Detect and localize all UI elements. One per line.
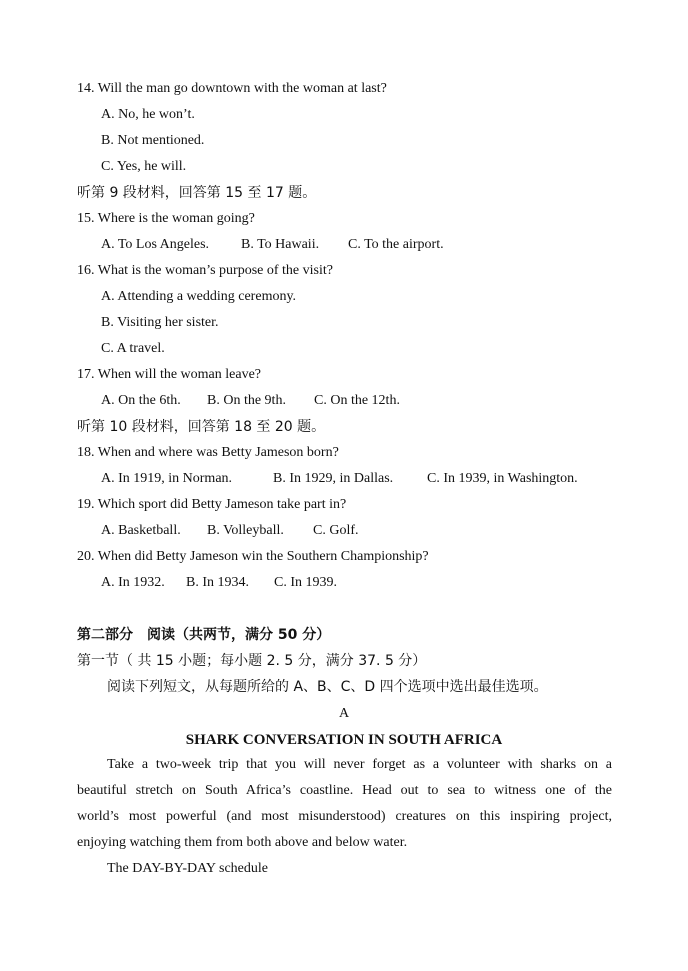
question-16-option-a: A. Attending a wedding ceremony.: [101, 289, 297, 304]
question-18-option-a: A. In 1919, in Norman.: [101, 471, 233, 486]
question-19-option-c: C. Golf.: [313, 523, 359, 538]
schedule-heading: The DAY-BY-DAY schedule: [107, 861, 268, 876]
question-18-option-c: C. In 1939, in Washington.: [427, 471, 578, 486]
question-14-option-b: B. Not mentioned.: [101, 133, 205, 148]
question-15-option-b: B. To Hawaii.: [241, 237, 320, 252]
part-two-title: 第二部分 阅读（共两节，满分 50 分）: [77, 627, 331, 643]
paragraph-line: Take a two-week trip that you will never forget as a volunteer with sharks on a: [107, 757, 612, 772]
reading-instruction: 阅读下列短文，从每题所给的 A、B、C、D 四个选项中选出最佳选项。: [107, 679, 548, 695]
passage-label: A: [338, 706, 350, 721]
passage-paragraph: [77, 752, 612, 856]
question-15-option-a: A. To Los Angeles.: [101, 237, 210, 252]
section-one-title: 第一节（ 共 15 小题；每小题 2. 5 分，满分 37. 5 分）: [77, 653, 427, 669]
question-18-option-b: B. In 1929, in Dallas.: [273, 471, 394, 486]
question-17-option-b: B. On the 9th.: [207, 393, 286, 408]
question-18-options: [101, 470, 578, 488]
section-9-instruction: 听第 9 段材料，回答第 15 至 17 题。: [77, 185, 317, 201]
question-19-options: [101, 522, 359, 540]
question-14-option-c: C. Yes, he will.: [101, 159, 187, 174]
question-16-stem: 16. What is the woman’s purpose of the visit?: [77, 263, 333, 278]
question-20-option-b: B. In 1934.: [186, 575, 249, 590]
question-15-option-c: C. To the airport.: [348, 237, 444, 252]
question-20-stem: 20. When did Betty Jameson win the Southern Championship?: [77, 549, 429, 564]
question-14-option-a: A. No, he won’t.: [101, 107, 195, 122]
question-20-option-a: A. In 1932.: [101, 575, 165, 590]
question-19-option-a: A. Basketball.: [101, 523, 181, 538]
question-17-option-c: C. On the 12th.: [314, 393, 400, 408]
question-17-option-a: A. On the 6th.: [101, 393, 181, 408]
question-20-options: [101, 574, 337, 592]
question-19-option-b: B. Volleyball.: [207, 523, 284, 538]
section-10-instruction: 听第 10 段材料，回答第 18 至 20 题。: [77, 419, 326, 435]
question-17-options: [101, 392, 400, 410]
question-20-option-c: C. In 1939.: [274, 575, 337, 590]
question-19-stem: 19. Which sport did Betty Jameson take part in?: [77, 497, 347, 512]
question-14-stem: 14. Will the man go downtown with the woman at last?: [77, 81, 387, 96]
question-17-stem: 17. When will the woman leave?: [77, 367, 262, 382]
passage-title: SHARK CONVERSATION IN SOUTH AFRICA: [185, 732, 503, 748]
question-15-stem: 15. Where is the woman going?: [77, 211, 255, 226]
paragraph-line: beautiful stretch on South Africa’s coastline. Head out to sea to witness one of the: [77, 783, 612, 798]
question-15-options: [101, 236, 444, 254]
question-16-option-c: C. A travel.: [101, 341, 165, 356]
paragraph-line: world’s most powerful (and most misunderstood) creatures on this inspiring project,: [77, 809, 612, 824]
paragraph-line: enjoying watching them from both above and below water.: [77, 835, 408, 850]
question-18-stem: 18. When and where was Betty Jameson born?: [77, 445, 339, 460]
question-16-option-b: B. Visiting her sister.: [101, 315, 219, 330]
